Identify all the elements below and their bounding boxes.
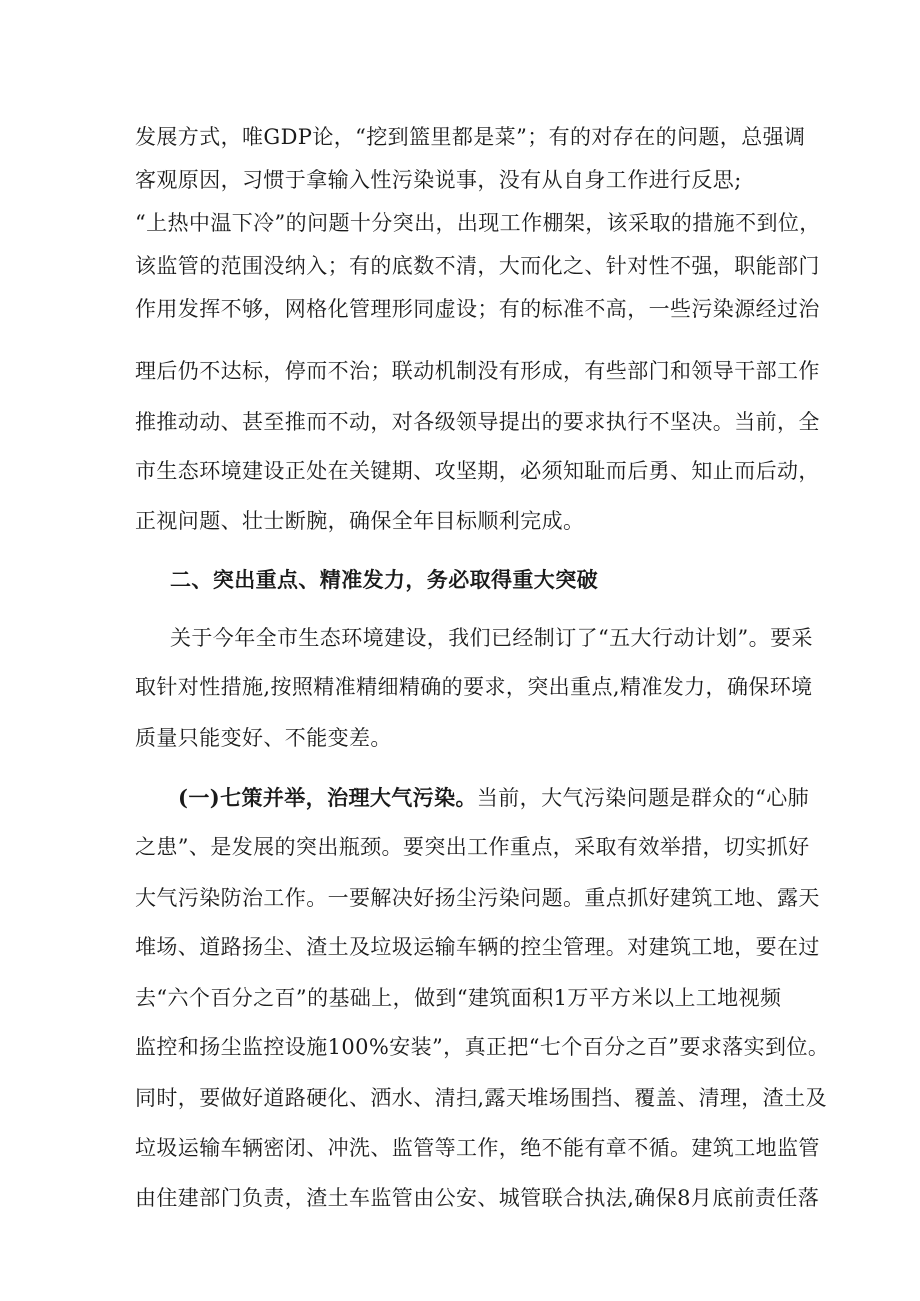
- para1-line-6: 理后仍不达标，停而不治；联动机制没有形成，有些部门和领导干部工作: [135, 359, 820, 383]
- para1-line-3: “上热中温下冷”的问题十分突出，出现工作棚架，该采取的措施不到位，: [135, 211, 821, 235]
- para2-line-2: 取针对性措施,按照精准精细精确的要求，突出重点,精准发力，确保环境: [135, 675, 813, 699]
- para1-line-8: 市生态环境建设正处在关键期、攻坚期，必须知耻而后勇、知止而后动，: [135, 459, 820, 483]
- para1-line-9: 正视问题、壮士断腕，确保全年目标顺利完成。: [135, 509, 585, 533]
- para1-line-1: 发展方式，唯GDP论，“挖到篮里都是菜”；有的对存在的问题，总强调: [135, 125, 806, 149]
- para3-line-6: 监控和扬尘监控设施100%安装”，真正把“七个百分之百”要求落实到位。: [135, 1035, 830, 1059]
- para3-line-2: 之患”、是发展的突出瓶颈。要突出工作重点，采取有效举措，切实抓好: [135, 835, 810, 859]
- para3-line-7: 同时，要做好道路硬化、洒水、清扫,露天堆场围挡、覆盖、清理，渣土及: [135, 1086, 827, 1110]
- para2-line-1: 关于今年全市生态环境建设，我们已经制订了“五大行动计划”。要采: [170, 626, 813, 650]
- para1-line-4: 该监管的范围没纳入；有的底数不清，大而化之、针对性不强，职能部门: [135, 254, 820, 278]
- para3-line-1-rest: 当前，大气污染问题是群众的“心肺: [476, 786, 810, 810]
- para3-line-8: 垃圾运输车辆密闭、冲洗、监管等工作，绝不能有章不循。建筑工地监管: [135, 1136, 820, 1160]
- para3-line-4: 堆场、道路扬尘、渣土及垃圾运输车辆的控尘管理。对建筑工地，要在过: [135, 935, 820, 959]
- subsection-title-1: (一)七策并举，治理大气污染。: [178, 785, 477, 810]
- para1-line-7: 推推动动、甚至推而不动，对各级领导提出的要求执行不坚决。当前，全: [135, 410, 820, 434]
- para3-line-5: 去“六个百分之百”的基础上，做到“建筑面积1万平方米以上工地视频: [135, 986, 782, 1010]
- section-heading-2: 二、突出重点、精准发力，务必取得重大突破: [170, 567, 598, 592]
- para3-line-3: 大气污染防治工作。一要解决好扬尘污染问题。重点抓好建筑工地、露天: [135, 886, 820, 910]
- para2-line-3: 质量只能变好、不能变差。: [135, 726, 392, 750]
- para1-line-2: 客观原因，习惯于拿输入性污染说事，没有从自身工作进行反思;: [135, 168, 742, 192]
- para3-line-9: 由住建部门负责，渣土车监管由公安、城管联合执法,确保8月底前责任落: [135, 1186, 820, 1210]
- para3-line-1: [178, 783, 810, 813]
- para1-line-5: 作用发挥不够，网格化管理形同虚设；有的标准不高，一些污染源经过治: [135, 297, 820, 321]
